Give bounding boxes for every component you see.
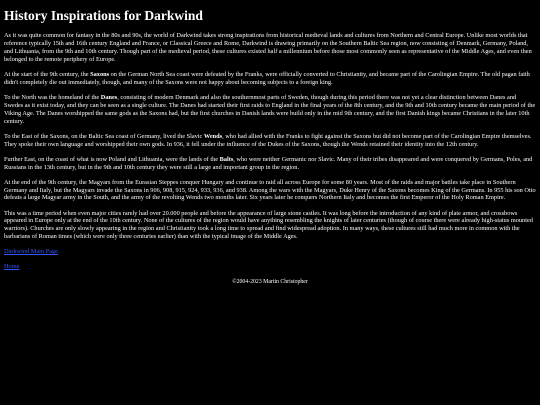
- paragraph-intro: [4, 32, 536, 64]
- paragraph-text: on the German North Sea coast were defeated by the Franks, were officially converted to Christianity, and became part of the Carolingian Empire. The old pagan faith didn't completely die out immediately, though, and many of the Saxons were not happy about becoming subjects to a foreign king.: [4, 70, 530, 86]
- paragraph-balts: [4, 156, 536, 172]
- term-saxons: Saxons: [90, 70, 110, 78]
- paragraph-saxons: [4, 71, 536, 87]
- term-balts: Balts: [219, 155, 234, 163]
- paragraph-text: , who were neither Germanic nor Slavic. Many of their tribes disappeared and were conquered by Germans, Poles, and Russians in the 13th century, but in the 9th and 10th century they were still a large and important group in the region.: [4, 155, 533, 171]
- page-title: History Inspirations for Darkwind: [4, 8, 203, 23]
- paragraph-text: At the start of the 9th century, the: [4, 70, 91, 78]
- copyright-footer: ©2004-2023 Martin Christopher: [232, 278, 308, 285]
- darkwind-main-page-link[interactable]: Darkwind Main Page: [4, 248, 58, 256]
- paragraph-danes: [4, 94, 536, 126]
- paragraph-text: Further East, on the coast of what is now Poland and Lithuania, were the lands of the: [4, 155, 220, 163]
- link-row: [4, 248, 536, 256]
- term-wends: Wends: [203, 132, 223, 140]
- link-row: [4, 263, 536, 271]
- navigation-links: [4, 248, 536, 271]
- paragraph-text: , who had allied with the Franks to fight against the Saxons but did not become part of the Carolingian Empire themselves. They spoke their own language and worshipped their own gods. In 936, it fell under the influence of the Dukes of the Saxons, though the Wends retained their identity into the 12th century.: [4, 132, 532, 148]
- paragraph-text: At the end of the 9th century, the Magyars from the Eurasian Steppes conquer Hungary and continue to raid all across Europe for some 80 years. Most of the raids and major battles take place in Southern Germany and Italy, but the Magyars invade the Saxons in 906, 908, 915, 924, 933, 936, and 938. Among the wars with the Magyars, Duke Henry of the Saxons becomes King of the Germans. In 955 his son Otto defeats a large Magyar army in the South, and the army of the revolting Wends two months later. Six years later he conquers Northern Italy and becomes the first Emperor of the Holy Roman Empire.: [4, 178, 536, 202]
- term-danes: Danes: [100, 93, 118, 101]
- paragraph-text: To the North was the homeland of the: [4, 93, 101, 101]
- paragraph-text: This was a time period when even major cities rarely had over 20.000 people and before the appearance of large stone castles. It was long before the introduction of any kind of plate armor, and crossbows appeared in Europe only at the end of the 10th century. None of the cultures of the region would have anything resembling the knights of later centuries (though of course there were already high-status mounted warriors). Churches are only slowly appearing in the region and Christianity took a long time to spread and find widespread adoption. In many ways, these cultures still had much more in common with the barbarians of Roman times (which were only three centuries earlier) than with the typical image of the Middle Ages.: [4, 209, 533, 241]
- paragraph-text: , consisting of modern Denmark and also the southernmost parts of Sweden, though during this period there was not yet a clear distinction between Danes and Swedes as it exist today, and they can be seen as a single culture. The Danes had started their first raids to England in the final years of the 8th century, and the 9th and 10th century became the main period of the Viking Age. The Danes worshipped the same gods as the Saxons had, but the first churches in Danish lands were build only in the mid 9th century, and the first Danish kings became Christians in the later 10th century.: [4, 93, 536, 125]
- page: [4, 8, 536, 286]
- home-link[interactable]: Home: [4, 263, 20, 271]
- paragraph-time-period: [4, 210, 536, 242]
- paragraph-magyars: [4, 179, 536, 203]
- paragraph-wends: [4, 133, 536, 149]
- paragraph-text: As it was quite common for fantasy in the 80s and 90s, the world of Darkwind takes strong inspirations from historical medieval lands and cultures from Northern and Central Europe. Unlike most worlds that reference typically 15th and 16th century England and France, or Classical Greece and Rome, Darkwind is drawing primarily on the Southern Baltic Sea region, now consisting of Denmark, Germany, Poland, and Lithuania, from the 9th and 10th century. Though part of the medieval period, these cultures existed half a millennium before those most commonly seen as representative of the Middle Ages, and even then belonged to the remote periphery of Europe.: [4, 32, 532, 63]
- paragraph-text: To the East of the Saxons, on the Baltic Sea coast of Germany, lived the Slavic: [4, 132, 204, 140]
